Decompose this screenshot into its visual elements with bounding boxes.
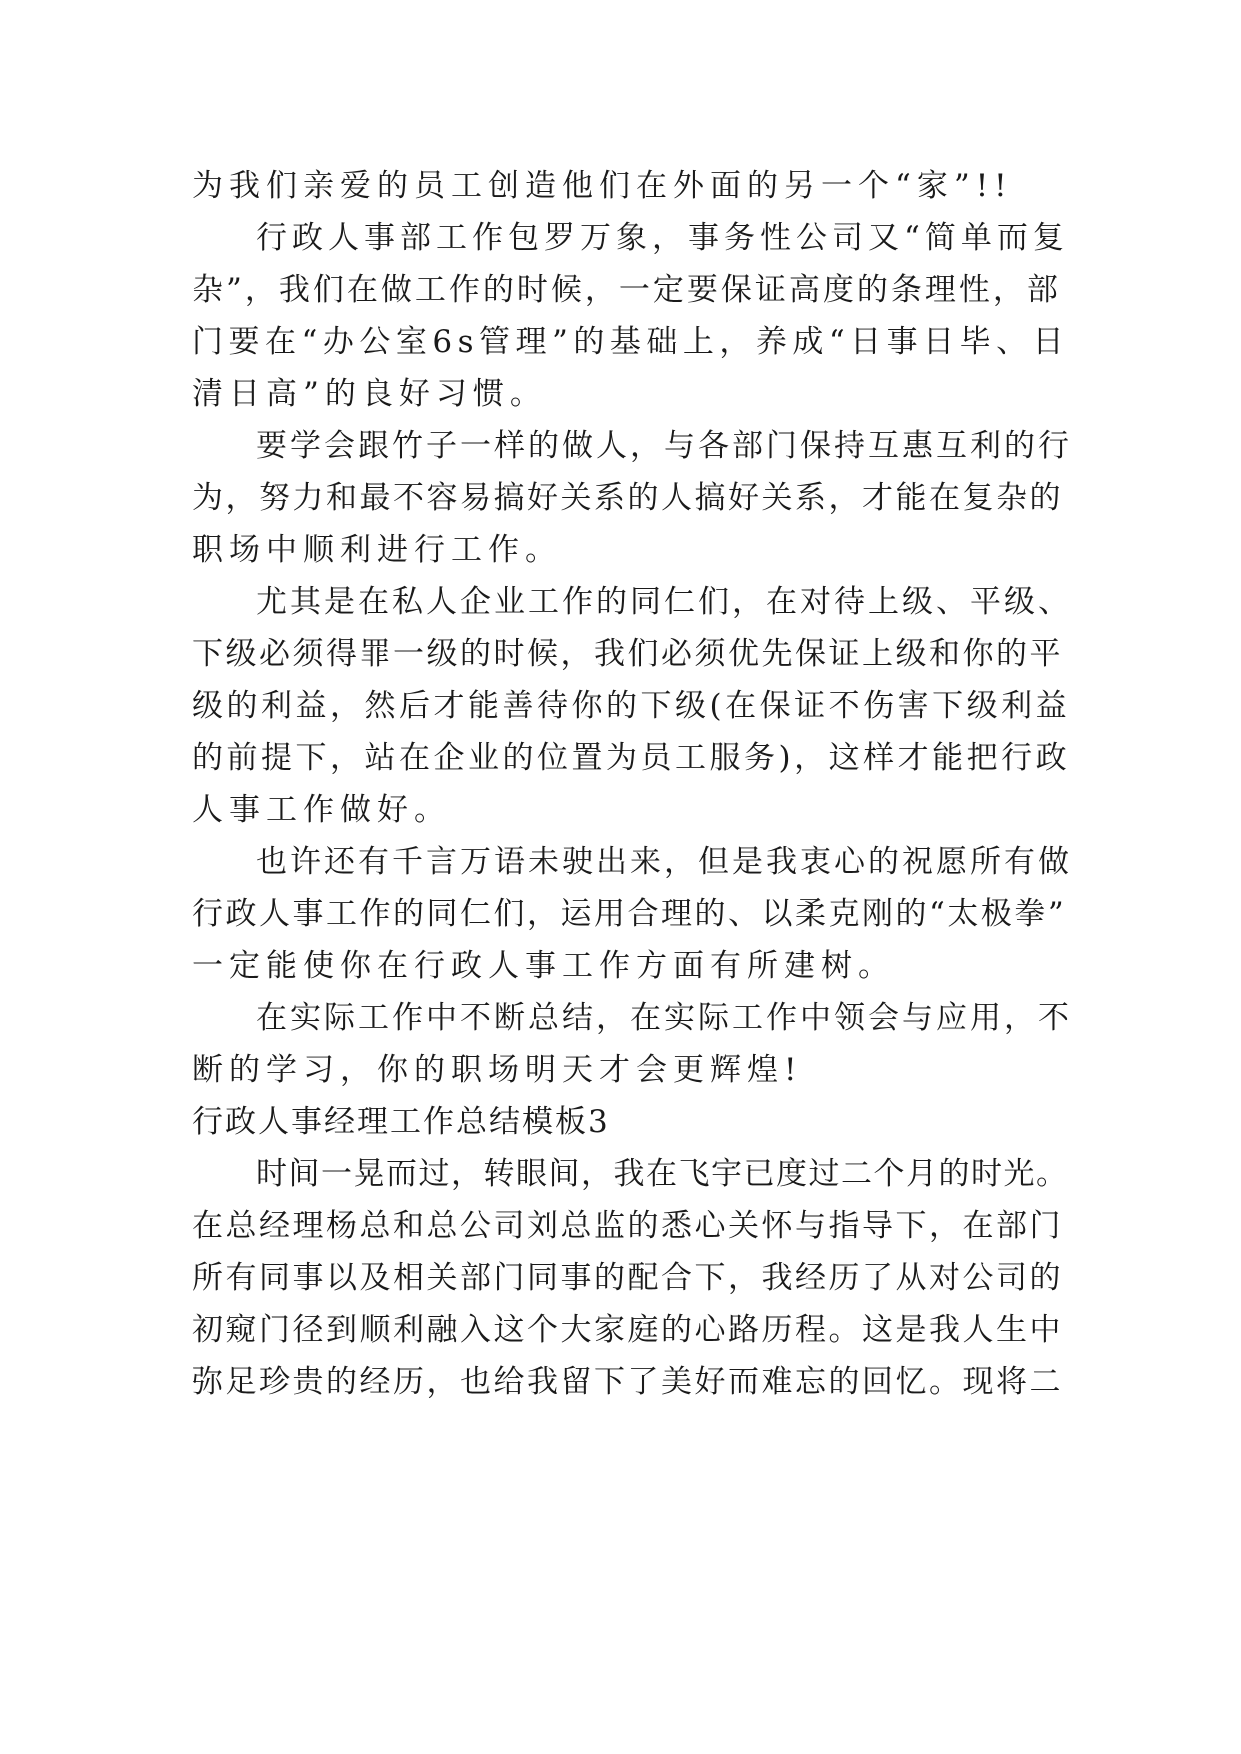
- text-line: 断的学习，你的职场明天才会更辉煌!: [192, 1052, 803, 1088]
- text-line: 的前提下，站在企业的位置为员工服务)，这样才能把行政: [192, 740, 1071, 776]
- text-line: 下级必须得罪一级的时候，我们必须优先保证上级和你的平: [192, 636, 1063, 672]
- text-line: 人事工作做好。: [192, 792, 451, 828]
- text-line: 所有同事以及相关部门同事的配合下，我经历了从对公司的: [192, 1260, 1063, 1296]
- text-line: 弥足珍贵的经历，也给我留下了美好而难忘的回忆。现将二: [192, 1364, 1063, 1400]
- paragraph-start-line: 尤其是在私人企业工作的同仁们，在对待上级、平级、: [256, 584, 1072, 620]
- paragraph-start-line: 行政人事部工作包罗万象，事务性公司又“简单而复: [256, 220, 1069, 256]
- text-line: 行政人事工作的同仁们，运用合理的、以柔克刚的“太极拳”: [192, 896, 1067, 932]
- text-line: 在总经理杨总和总公司刘总监的悉心关怀与指导下，在部门: [192, 1208, 1063, 1244]
- text-line: 门要在“办公室6s管理”的基础上，养成“日事日毕、日: [192, 324, 1070, 360]
- paragraph-start-line: 也许还有千言万语未驶出来，但是我衷心的祝愿所有做: [256, 844, 1072, 880]
- paragraph-start-line: 要学会跟竹子一样的做人，与各部门保持互惠互利的行: [256, 428, 1072, 464]
- text-line: 为我们亲爱的员工创造他们在外面的另一个“家”!!: [192, 168, 1013, 204]
- text-line: 为，努力和最不容易搞好关系的人搞好关系，才能在复杂的: [192, 480, 1063, 516]
- text-line: 杂”，我们在做工作的时候，一定要保证高度的条理性，部: [192, 272, 1061, 308]
- text-line: 初窥门径到顺利融入这个大家庭的心路历程。这是我人生中: [192, 1312, 1063, 1348]
- text-line: 一定能使你在行政人事工作方面有所建树。: [192, 948, 895, 984]
- paragraph-start-line: 在实际工作中不断总结，在实际工作中领会与应用，不: [256, 1000, 1072, 1036]
- section-heading: 行政人事经理工作总结模板3: [192, 1104, 610, 1140]
- text-line: 清日高”的良好习惯。: [192, 376, 547, 412]
- text-line: 级的利益，然后才能善待你的下级(在保证不伤害下级利益: [192, 688, 1071, 724]
- paragraph-start-line: 时间一晃而过，转眼间，我在飞宇已度过二个月的时光。: [256, 1156, 1069, 1192]
- text-line: 职场中顺利进行工作。: [192, 532, 562, 568]
